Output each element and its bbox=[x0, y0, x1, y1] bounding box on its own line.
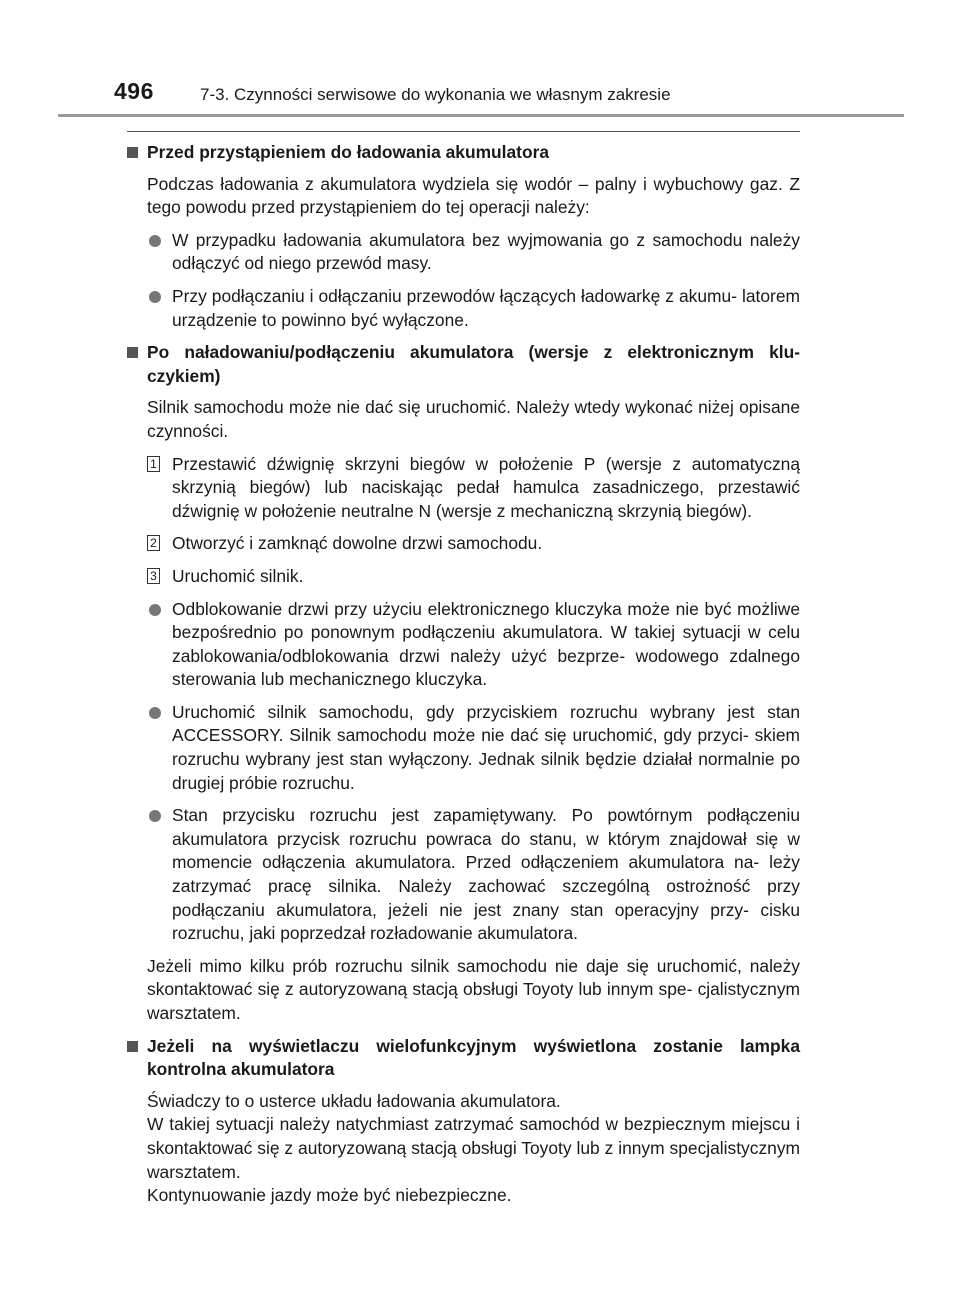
circle-bullet-icon bbox=[149, 707, 161, 719]
page-number: 496 bbox=[114, 78, 154, 104]
section-heading bbox=[126, 1035, 800, 1082]
step-number-box: 1 bbox=[147, 456, 160, 472]
step-number-box: 2 bbox=[147, 535, 160, 551]
step-item bbox=[126, 453, 800, 524]
square-bullet-icon bbox=[127, 147, 138, 158]
paragraph-line: Świadczy to o usterce układu ładowania akumulatora. bbox=[147, 1090, 561, 1111]
page-header bbox=[0, 0, 960, 120]
paragraph: Jeżeli mimo kilku prób rozruchu silnik samochodu nie daje się uruchomić, należy skontaktować się z autoryzowaną stacją obsługi Toyoty lub innym spe- cjalistycznym warsztatem. bbox=[147, 955, 800, 1023]
paragraph bbox=[126, 1090, 800, 1208]
list-item-text: W przypadku ładowania akumulatora bez wyjmowania go z samochodu należy odłączyć od niego przewód masy. bbox=[172, 229, 800, 274]
circle-bullet-icon bbox=[149, 291, 161, 303]
paragraph-line: Kontynuowanie jazdy może być niebezpieczne. bbox=[147, 1185, 512, 1206]
section-heading bbox=[126, 341, 800, 388]
section-divider bbox=[127, 131, 800, 132]
list-item bbox=[126, 285, 800, 332]
paragraph-line: W takiej sytuacji należy natychmiast zatrzymać samochód w bezpiecznym miejscu i skontaktować się z autoryzowaną stacją obsługi Toyoty lub z innym specjalistycznym warsztatem. bbox=[147, 1114, 800, 1182]
paragraph: Silnik samochodu może nie dać się uruchomić. Należy wtedy wykonać niżej opisane czynności. bbox=[147, 397, 800, 441]
step-text: Uruchomić silnik. bbox=[172, 565, 304, 586]
circle-bullet-icon bbox=[149, 810, 161, 822]
section-heading-text: Jeżeli na wyświetlaczu wielofunkcyjnym wyświetlona zostanie lampka kontrolna akumulatora bbox=[147, 1035, 800, 1080]
section-heading-text: Po naładowaniu/podłączeniu akumulatora (wersje z elektronicznym klu- czykiem) bbox=[147, 342, 800, 386]
chapter-title: 7-3. Czynności serwisowe do wykonania we własnym zakresie bbox=[200, 85, 671, 104]
page-content bbox=[126, 141, 800, 1208]
list-item-text: Odblokowanie drzwi przy użyciu elektronicznego kluczyka może nie być możliwe bezpośrednio po ponownym podłączeniu akumulatora. W takiej sytuacji w celu zablokowania/odblokowania drzwi należy użyć bezprze- wodowego zdalnego sterowania lub mechanicznego kluczyka. bbox=[172, 598, 800, 690]
square-bullet-icon bbox=[127, 347, 138, 358]
circle-bullet-icon bbox=[149, 604, 161, 616]
list-item bbox=[126, 804, 800, 946]
paragraph: Podczas ładowania z akumulatora wydziela się wodór – palny i wybuchowy gaz. Z tego powodu przed przystąpieniem do tej operacji należy: bbox=[147, 173, 800, 218]
step-item bbox=[126, 565, 800, 589]
list-item-text: Przy podłączaniu i odłączaniu przewodów łączących ładowarkę z akumu- latorem urządzenie to powinno być wyłączone. bbox=[172, 285, 800, 330]
step-text: Otworzyć i zamknąć dowolne drzwi samochodu. bbox=[172, 533, 543, 554]
list-item bbox=[126, 598, 800, 692]
list-item bbox=[126, 701, 800, 795]
list-item bbox=[126, 229, 800, 276]
step-number-box: 3 bbox=[147, 568, 160, 584]
step-item bbox=[126, 532, 800, 556]
section-heading-text: Przed przystąpieniem do ładowania akumulatora bbox=[147, 142, 550, 162]
step-text: Przestawić dźwignię skrzyni biegów w położenie P (wersje z automatyczną skrzynią biegów) lub naciskając pedał hamulca zasadniczego, przestawić dźwignię w położenie neutralne N (wersje z mechaniczną skrzynią biegów). bbox=[172, 453, 800, 521]
circle-bullet-icon bbox=[149, 235, 161, 247]
list-item-text: Uruchomić silnik samochodu, gdy przyciskiem rozruchu wybrany jest stan ACCESSORY. Silnik samochodu może nie dać się uruchomić, gdy przyci- skiem rozruchu wybrany jest stan wyłączony. Jednak silnik będzie działał normalnie po drugiej próbie rozruchu. bbox=[172, 701, 800, 793]
header-divider bbox=[58, 114, 904, 117]
square-bullet-icon bbox=[127, 1041, 138, 1052]
list-item-text: Stan przycisku rozruchu jest zapamiętywany. Po powtórnym podłączeniu akumulatora przycisk rozruchu powraca do stanu, w którym znajdował się w momencie odłączenia akumulatora. Przed odłączeniem akumulatora na- leży zatrzymać pracę silnika. Należy zachować szczególną ostrożność przy podłączaniu akumulatora, jeżeli nie jest znany stan operacyjny przy- cisku rozruchu, jaki poprzedzał rozładowanie akumulatora. bbox=[172, 805, 800, 944]
section-heading bbox=[126, 141, 800, 165]
